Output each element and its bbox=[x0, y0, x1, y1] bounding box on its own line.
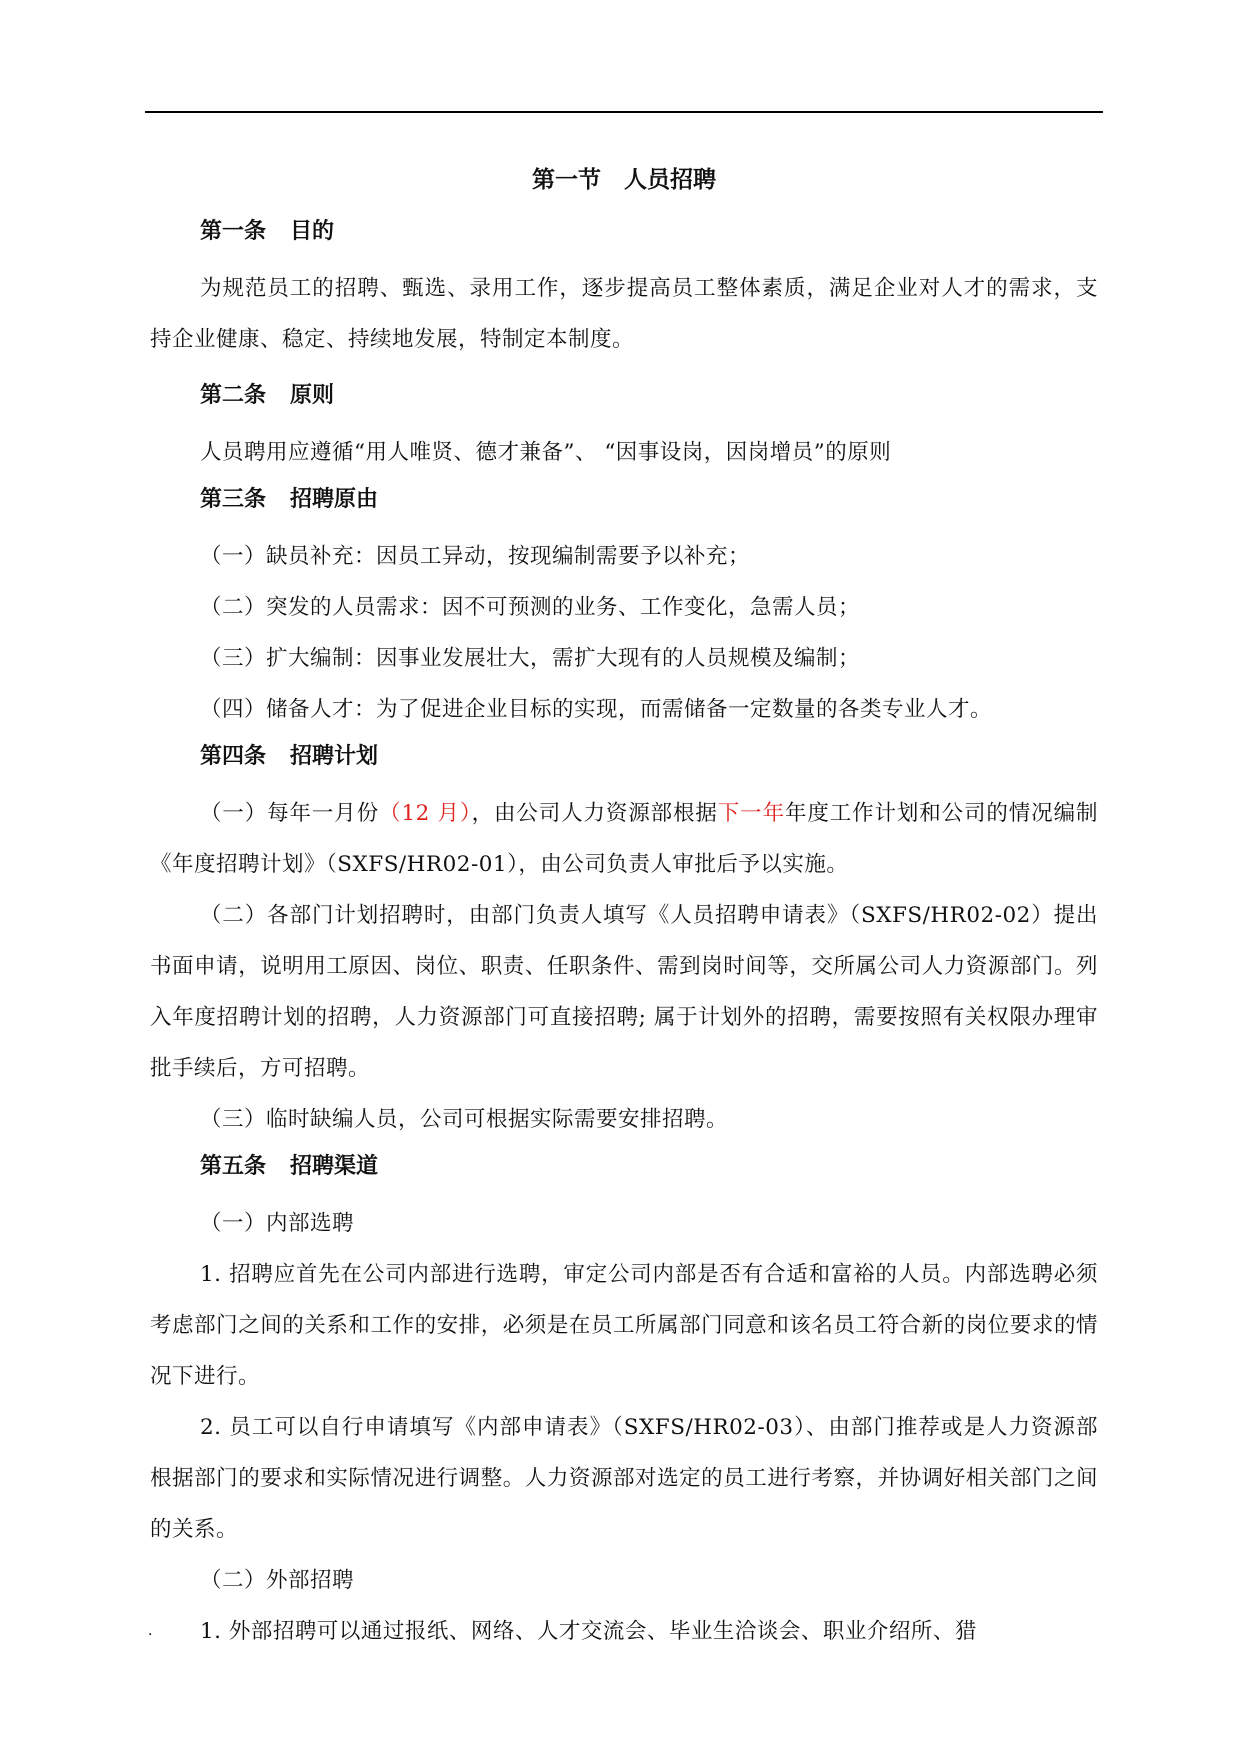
highlight-next-year: 下一年 bbox=[717, 801, 785, 826]
plan-item-1-text-a: （一）每年一月份 bbox=[200, 801, 380, 826]
article-heading-4 bbox=[150, 737, 1098, 777]
reason-item: （三）扩大编制：因事业发展壮大，需扩大现有的人员规模及编制； bbox=[200, 646, 861, 671]
plan-item-1 bbox=[150, 788, 1098, 890]
plan-item-3: （三）临时缺编人员，公司可根据实际需要安排招聘。 bbox=[200, 1107, 729, 1132]
plan-item-1-text-c: 年度工作计划和公司的情况编制《年度招聘计划》（SXFS/HR02-01），由公司负责人审批后予以实施。 bbox=[150, 801, 1098, 877]
reason-item: （一）缺员补充：因员工异动，按现编制需要予以补充； bbox=[200, 544, 751, 569]
article-title: 招聘渠道 bbox=[290, 1154, 379, 1179]
article-1-paragraph: 为规范员工的招聘、甄选、录用工作，逐步提高员工整体素质，满足企业对人才的需求，支持企业健康、稳定、持续地发展，特制定本制度。 bbox=[150, 276, 1098, 352]
highlight-december: （12 月） bbox=[379, 801, 472, 826]
footer-mark: . bbox=[148, 1623, 153, 1639]
article-title: 招聘计划 bbox=[290, 744, 379, 769]
header-rule bbox=[145, 111, 1103, 113]
document-body bbox=[150, 160, 1098, 1657]
article-title: 招聘原由 bbox=[290, 487, 379, 512]
reason-item: （二）突发的人员需求：因不可预测的业务、工作变化，急需人员； bbox=[200, 595, 861, 620]
article-number: 第四条 bbox=[200, 744, 267, 769]
reason-item: （四）储备人才：为了促进企业目标的实现，而需储备一定数量的各类专业人才。 bbox=[200, 697, 993, 722]
channel-item: 2. 员工可以自行申请填写《内部申请表》（SXFS/HR02-03）、由部门推荐或是人力资源部根据部门的要求和实际情况进行调整。人力资源部对选定的员工进行考察，并协调好相关部门之间的关系。 bbox=[150, 1415, 1098, 1542]
article-number: 第一条 bbox=[200, 219, 267, 244]
article-heading-3 bbox=[150, 480, 1098, 520]
channel-heading-internal: （一）内部选聘 bbox=[200, 1211, 355, 1236]
article-title: 目的 bbox=[290, 219, 335, 244]
article-2-paragraph: 人员聘用应遵循“用人唯贤、德才兼备”、 “因事设岗，因岗增员”的原则 bbox=[200, 440, 892, 465]
plan-item-2: （二）各部门计划招聘时，由部门负责人填写《人员招聘申请表》（SXFS/HR02-02）提出书面申请，说明用工原因、岗位、职责、任职条件、需到岗时间等，交所属公司人力资源部门。列入年度招聘计划的招聘，人力资源部门可直接招聘; 属于计划外的招聘，需要按照有关权限办理审批手续后，方可招聘。 bbox=[150, 903, 1098, 1081]
channel-heading-external: （二）外部招聘 bbox=[200, 1568, 355, 1593]
article-number: 第二条 bbox=[200, 383, 267, 408]
section-title: 第一节 人员招聘 bbox=[532, 167, 716, 193]
plan-item-1-text-b: ，由公司人力资源部根据 bbox=[471, 801, 718, 826]
channel-item: 1. 招聘应首先在公司内部进行选聘，审定公司内部是否有合适和富裕的人员。内部选聘必须考虑部门之间的关系和工作的安排，必须是在员工所属部门同意和该名员工符合新的岗位要求的情况下进行。 bbox=[150, 1262, 1098, 1389]
article-heading-2 bbox=[150, 376, 1098, 416]
channel-item: 1. 外部招聘可以通过报纸、网络、人才交流会、毕业生洽谈会、职业介绍所、猎 bbox=[200, 1619, 977, 1644]
article-number: 第三条 bbox=[200, 487, 267, 512]
article-title: 原则 bbox=[290, 383, 335, 408]
article-number: 第五条 bbox=[200, 1154, 267, 1179]
article-heading-5 bbox=[150, 1147, 1098, 1187]
article-heading-1 bbox=[150, 212, 1098, 252]
